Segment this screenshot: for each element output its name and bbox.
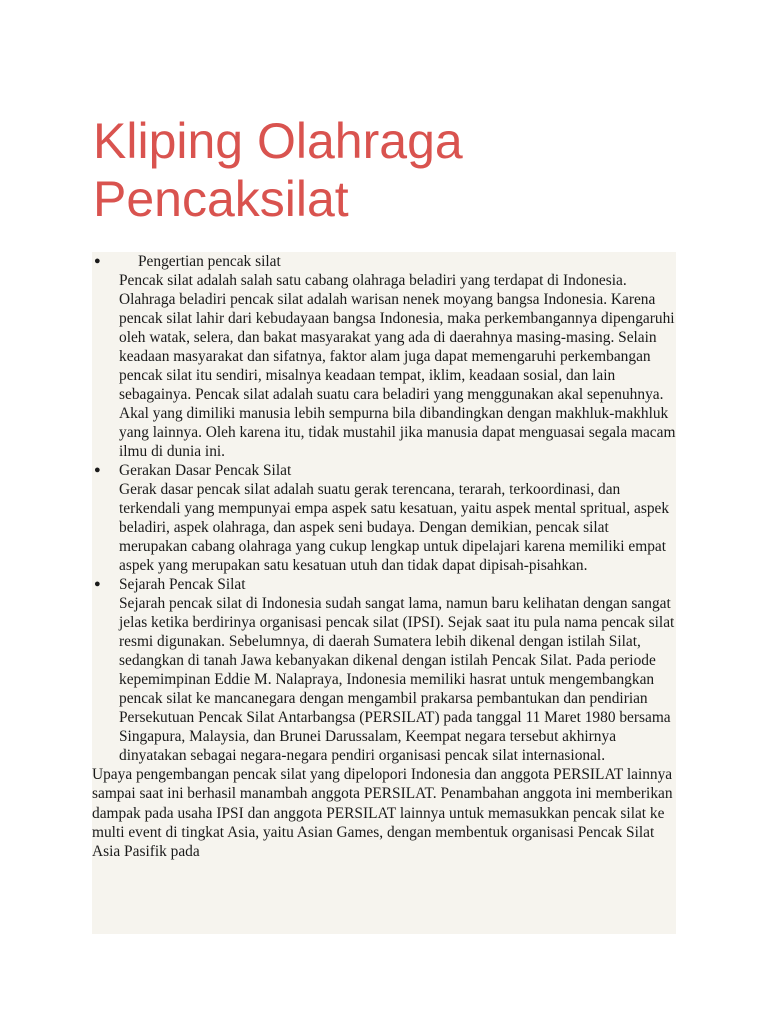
list-item-sejarah [92, 575, 676, 765]
bullet-icon: ● [94, 578, 101, 590]
section-paragraph: Sejarah pencak silat di Indonesia sudah sangat lama, namun baru kelihatan dengan sangat jelas ketika berdirinya organisasi pencak silat (IPSI). Sejak saat itu pula nama pencak silat resmi digunakan. Sebelumnya, di daerah Sumatera lebih dikenal dengan istilah Silat, sedangkan di tanah Jawa kebanyakan dikenal dengan istilah Pencak Silat. Pada periode kepemimpinan Eddie M. Nalapraya, Indonesia memiliki hasrat untuk mengembangkan pencak silat ke mancanegara dengan mengambil prakarsa pembantukan dan pendirian Persekutuan Pencak Silat Antarbangsa (PERSILAT) pada tanggal 11 Maret 1980 bersama Singapura, Malaysia, dan Brunei Darussalam, Keempat negara tersebut akhirnya dinyatakan sebagai negara-negara pendiri organisasi pencak silat internasional. [119, 595, 675, 764]
bullet-icon: ● [94, 464, 101, 476]
section-heading: Sejarah Pencak Silat [119, 576, 246, 593]
section-list [92, 252, 676, 765]
section-paragraph: Gerak dasar pencak silat adalah suatu gerak terencana, terarah, terkoordinasi, dan terkendali yang mempunyai empa aspek satu kesatuan, yaitu aspek mental spritual, aspek beladiri, aspek olahraga, dan aspek seni budaya. Dengan demikian, pencak silat merupakan cabang olahraga yang cukup lengkap untuk dipelajari karena memiliki empat aspek yang merupakan satu kesatuan utuh dan tidak dapat dipisah-pisahkan. [119, 481, 670, 574]
section-paragraph: Pencak silat adalah salah satu cabang olahraga beladiri yang terdapat di Indonesia. Olahraga beladiri pencak silat adalah warisan nenek moyang bangsa Indonesia. Karena pencak silat lahir dari kebudayaan bangsa Indonesia, maka perkembangannya dipengaruhi oleh watak, selera, dan bakat masyarakat yang ada di daerahnya masing-masing. Selain keadaan masyarakat dan sifatnya, faktor alam juga dapat memengaruhi perkembangan pencak silat itu sendiri, misalnya keadaan tempat, iklim, keadaan sosial, dan lain sebagainya. Pencak silat adalah suatu cara beladiri yang menggunakan akal sepenuhnya. Akal yang dimiliki manusia lebih sempurna bila dibandingkan dengan makhluk-makhluk yang lainnya. Oleh karena itu, tidak mustahil jika manusia dapat menguasai segala macam ilmu di dunia ini. [119, 272, 676, 460]
list-item-pengertian [92, 252, 676, 461]
bullet-icon: ● [94, 255, 101, 267]
article-body [92, 252, 676, 934]
section-heading: Pengertian pencak silat [138, 253, 281, 270]
section-heading: Gerakan Dasar Pencak Silat [119, 462, 292, 479]
page-title: Kliping Olahraga Pencaksilat [93, 113, 463, 227]
closing-paragraph: Upaya pengembangan pencak silat yang dipelopori Indonesia dan anggota PERSILAT lainnya sampai saat ini berhasil manambah anggota PERSILAT. Penambahan anggota ini memberikan dampak pada usaha IPSI dan anggota PERSILAT lainnya untuk memasukkan pencak silat ke multi event di tingkat Asia, yaitu Asian Games, dengan membentuk organisasi Pencak Silat Asia Pasifik pada [92, 766, 673, 861]
list-item-gerakan-dasar [92, 461, 676, 575]
